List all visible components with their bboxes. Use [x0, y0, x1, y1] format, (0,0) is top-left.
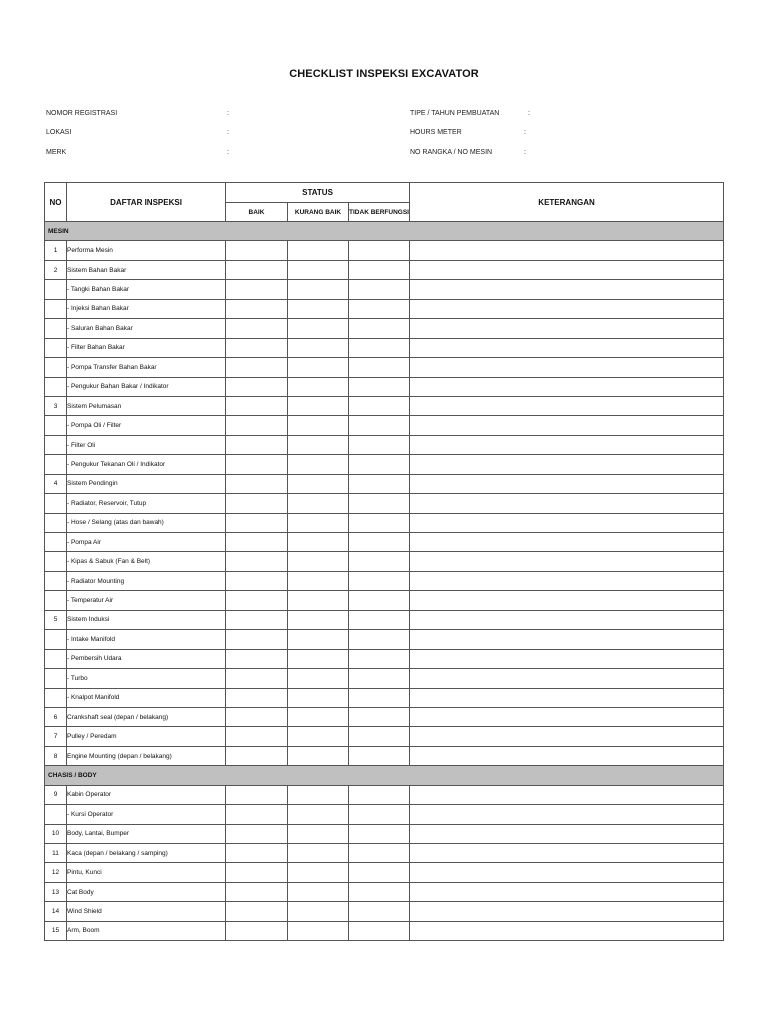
keterangan-cell[interactable]: [410, 805, 724, 824]
status-kurang-baik-cell[interactable]: [288, 902, 349, 921]
status-kurang-baik-cell[interactable]: [288, 494, 349, 513]
table-row: [45, 280, 724, 299]
row-number: 11: [45, 844, 67, 863]
table-row: [45, 902, 724, 921]
row-number: 9: [45, 785, 67, 804]
table-row: [45, 513, 724, 532]
keterangan-cell[interactable]: [410, 260, 724, 279]
status-baik-cell[interactable]: [226, 494, 288, 513]
status-kurang-baik-cell[interactable]: [288, 727, 349, 746]
inspection-item: - Kipas & Sabuk (Fan & Belt): [67, 552, 226, 571]
status-kurang-baik-cell[interactable]: [288, 299, 349, 318]
row-number: 15: [45, 921, 67, 940]
info-nomor-registrasi: [46, 110, 246, 120]
status-tidak-berfungsi-cell[interactable]: [349, 260, 410, 279]
status-tidak-berfungsi-cell[interactable]: [349, 494, 410, 513]
status-baik-cell[interactable]: [226, 241, 288, 260]
inspection-item: - Filter Oli: [67, 435, 226, 454]
status-tidak-berfungsi-cell[interactable]: [349, 416, 410, 435]
inspection-item: - Pengukur Bahan Bakar / Indikator: [67, 377, 226, 396]
keterangan-cell[interactable]: [410, 533, 724, 552]
status-baik-cell[interactable]: [226, 435, 288, 454]
keterangan-cell[interactable]: [410, 552, 724, 571]
row-number: [45, 455, 67, 474]
info-colon: :: [528, 110, 530, 117]
table-row: [45, 688, 724, 707]
status-tidak-berfungsi-cell[interactable]: [349, 552, 410, 571]
row-number: [45, 571, 67, 590]
status-tidak-berfungsi-cell[interactable]: [349, 338, 410, 357]
row-number: [45, 338, 67, 357]
keterangan-cell[interactable]: [410, 921, 724, 940]
inspection-item: Kabin Operator: [67, 785, 226, 804]
status-baik-cell[interactable]: [226, 358, 288, 377]
status-tidak-berfungsi-cell[interactable]: [349, 571, 410, 590]
table-row: [45, 669, 724, 688]
info-merk: [46, 149, 246, 159]
keterangan-cell[interactable]: [410, 494, 724, 513]
status-tidak-berfungsi-cell[interactable]: [349, 435, 410, 454]
table-row: [45, 358, 724, 377]
status-tidak-berfungsi-cell[interactable]: [349, 727, 410, 746]
status-baik-cell[interactable]: [226, 416, 288, 435]
status-kurang-baik-cell[interactable]: [288, 552, 349, 571]
status-kurang-baik-cell[interactable]: [288, 610, 349, 629]
status-kurang-baik-cell[interactable]: [288, 863, 349, 882]
table-row: [45, 649, 724, 668]
status-baik-cell[interactable]: [226, 513, 288, 532]
status-baik-cell[interactable]: [226, 707, 288, 726]
row-number: [45, 805, 67, 824]
table-row: [45, 338, 724, 357]
table-row: [45, 533, 724, 552]
info-lokasi: [46, 129, 246, 139]
status-baik-cell[interactable]: [226, 319, 288, 338]
row-number: [45, 513, 67, 532]
status-tidak-berfungsi-cell[interactable]: [349, 921, 410, 940]
status-tidak-berfungsi-cell[interactable]: [349, 610, 410, 629]
inspection-item: - Pengukur Tekanan Oli / Indikator: [67, 455, 226, 474]
status-kurang-baik-cell[interactable]: [288, 707, 349, 726]
status-tidak-berfungsi-cell[interactable]: [349, 882, 410, 901]
status-kurang-baik-cell[interactable]: [288, 338, 349, 357]
inspection-item: Crankshaft seal (depan / belakang): [67, 707, 226, 726]
table-row: [45, 435, 724, 454]
info-label: NOMOR REGISTRASI: [46, 110, 118, 117]
keterangan-cell[interactable]: [410, 844, 724, 863]
status-baik-cell[interactable]: [226, 396, 288, 415]
row-number: 12: [45, 863, 67, 882]
status-kurang-baik-cell[interactable]: [288, 844, 349, 863]
row-number: [45, 494, 67, 513]
status-tidak-berfungsi-cell[interactable]: [349, 591, 410, 610]
row-number: [45, 533, 67, 552]
status-tidak-berfungsi-cell[interactable]: [349, 474, 410, 493]
header-keterangan: KETERANGAN: [410, 183, 724, 222]
inspection-item: - Intake Manifold: [67, 630, 226, 649]
status-tidak-berfungsi-cell[interactable]: [349, 649, 410, 668]
inspection-item: Pintu, Kunci: [67, 863, 226, 882]
header-no: NO: [45, 183, 67, 222]
status-tidak-berfungsi-cell[interactable]: [349, 863, 410, 882]
keterangan-cell[interactable]: [410, 746, 724, 765]
inspection-item: - Saluran Bahan Bakar: [67, 319, 226, 338]
table-row: [45, 319, 724, 338]
table-row: [45, 552, 724, 571]
info-label: LOKASI: [46, 129, 72, 136]
table-row: [45, 591, 724, 610]
inspection-item: - Filter Bahan Bakar: [67, 338, 226, 357]
status-kurang-baik-cell[interactable]: [288, 746, 349, 765]
row-number: [45, 319, 67, 338]
section-title: CHASIS / BODY: [45, 766, 724, 785]
status-tidak-berfungsi-cell[interactable]: [349, 358, 410, 377]
status-kurang-baik-cell[interactable]: [288, 377, 349, 396]
header-tidak-berfungsi: TIDAK BERFUNGSI: [349, 203, 410, 222]
inspection-item: Sistem Bahan Bakar: [67, 260, 226, 279]
inspection-item: Pulley / Peredam: [67, 727, 226, 746]
status-kurang-baik-cell[interactable]: [288, 455, 349, 474]
keterangan-cell[interactable]: [410, 474, 724, 493]
keterangan-cell[interactable]: [410, 280, 724, 299]
info-colon: :: [227, 129, 229, 136]
status-baik-cell[interactable]: [226, 688, 288, 707]
status-tidak-berfungsi-cell[interactable]: [349, 299, 410, 318]
table-row: [45, 377, 724, 396]
inspection-item: - Knalpot Manifold: [67, 688, 226, 707]
table-row: [45, 241, 724, 260]
status-baik-cell[interactable]: [226, 727, 288, 746]
status-baik-cell[interactable]: [226, 863, 288, 882]
row-number: [45, 280, 67, 299]
table-row: [45, 707, 724, 726]
status-tidak-berfungsi-cell[interactable]: [349, 455, 410, 474]
status-baik-cell[interactable]: [226, 299, 288, 318]
section-title: MESIN: [45, 222, 724, 241]
header-baik: BAIK: [226, 203, 288, 222]
keterangan-cell[interactable]: [410, 630, 724, 649]
inspection-item: Sistem Induksi: [67, 610, 226, 629]
table-row: [45, 494, 724, 513]
table-row: [45, 260, 724, 279]
inspection-item: Sistem Pendingin: [67, 474, 226, 493]
row-number: 3: [45, 396, 67, 415]
inspection-item: - Kursi Operator: [67, 805, 226, 824]
status-baik-cell[interactable]: [226, 260, 288, 279]
status-tidak-berfungsi-cell[interactable]: [349, 319, 410, 338]
status-tidak-berfungsi-cell[interactable]: [349, 513, 410, 532]
status-kurang-baik-cell[interactable]: [288, 591, 349, 610]
inspection-item: Sistem Pelumasan: [67, 396, 226, 415]
status-baik-cell[interactable]: [226, 844, 288, 863]
inspection-table: [44, 182, 724, 941]
keterangan-cell[interactable]: [410, 610, 724, 629]
inspection-item: Body, Lantai, Bumper: [67, 824, 226, 843]
status-kurang-baik-cell[interactable]: [288, 513, 349, 532]
row-number: [45, 299, 67, 318]
keterangan-cell[interactable]: [410, 299, 724, 318]
inspection-item: Kaca (depan / belakang / samping): [67, 844, 226, 863]
header-kurang-baik: KURANG BAIK: [288, 203, 349, 222]
keterangan-cell[interactable]: [410, 571, 724, 590]
info-colon: :: [227, 149, 229, 156]
info-no-rangka: [410, 149, 550, 159]
row-number: [45, 377, 67, 396]
status-baik-cell[interactable]: [226, 669, 288, 688]
status-kurang-baik-cell[interactable]: [288, 241, 349, 260]
inspection-item: - Turbo: [67, 669, 226, 688]
status-tidak-berfungsi-cell[interactable]: [349, 824, 410, 843]
row-number: [45, 649, 67, 668]
info-tipe-tahun: [410, 110, 550, 120]
status-baik-cell[interactable]: [226, 533, 288, 552]
row-number: [45, 552, 67, 571]
row-number: 10: [45, 824, 67, 843]
status-kurang-baik-cell[interactable]: [288, 435, 349, 454]
row-number: [45, 669, 67, 688]
inspection-item: - Tangki Bahan Bakar: [67, 280, 226, 299]
table-row: [45, 455, 724, 474]
keterangan-cell[interactable]: [410, 863, 724, 882]
inspection-item: - Pompa Oli / Filter: [67, 416, 226, 435]
row-number: [45, 416, 67, 435]
status-baik-cell[interactable]: [226, 785, 288, 804]
row-number: 2: [45, 260, 67, 279]
status-kurang-baik-cell[interactable]: [288, 824, 349, 843]
row-number: [45, 630, 67, 649]
status-kurang-baik-cell[interactable]: [288, 882, 349, 901]
table-row: [45, 785, 724, 804]
status-baik-cell[interactable]: [226, 455, 288, 474]
status-baik-cell[interactable]: [226, 882, 288, 901]
table-row: [45, 299, 724, 318]
status-tidak-berfungsi-cell[interactable]: [349, 396, 410, 415]
status-baik-cell[interactable]: [226, 746, 288, 765]
info-colon: :: [524, 129, 526, 136]
keterangan-cell[interactable]: [410, 649, 724, 668]
status-baik-cell[interactable]: [226, 591, 288, 610]
status-tidak-berfungsi-cell[interactable]: [349, 785, 410, 804]
inspection-item: Wind Shield: [67, 902, 226, 921]
header-daftar-inspeksi: DAFTAR INSPEKSI: [67, 183, 226, 222]
status-kurang-baik-cell[interactable]: [288, 396, 349, 415]
inspection-item: Arm, Boom: [67, 921, 226, 940]
inspection-item: - Pompa Transfer Bahan Bakar: [67, 358, 226, 377]
table-row: [45, 630, 724, 649]
status-tidak-berfungsi-cell[interactable]: [349, 377, 410, 396]
inspection-item: - Hose / Selang (atas dan bawah): [67, 513, 226, 532]
status-baik-cell[interactable]: [226, 630, 288, 649]
section-header-row: [45, 222, 724, 241]
status-baik-cell[interactable]: [226, 805, 288, 824]
info-label: HOURS METER: [410, 129, 462, 136]
status-kurang-baik-cell[interactable]: [288, 416, 349, 435]
keterangan-cell[interactable]: [410, 785, 724, 804]
section-header-row: [45, 766, 724, 785]
status-baik-cell[interactable]: [226, 338, 288, 357]
inspection-item: Performa Mesin: [67, 241, 226, 260]
status-baik-cell[interactable]: [226, 474, 288, 493]
keterangan-cell[interactable]: [410, 591, 724, 610]
header-status: STATUS: [226, 183, 410, 203]
table-row: [45, 824, 724, 843]
keterangan-cell[interactable]: [410, 241, 724, 260]
status-baik-cell[interactable]: [226, 377, 288, 396]
keterangan-cell[interactable]: [410, 882, 724, 901]
status-tidak-berfungsi-cell[interactable]: [349, 707, 410, 726]
status-tidak-berfungsi-cell[interactable]: [349, 669, 410, 688]
table-row: [45, 882, 724, 901]
info-label: NO RANGKA / NO MESIN: [410, 149, 493, 156]
row-number: [45, 435, 67, 454]
status-kurang-baik-cell[interactable]: [288, 533, 349, 552]
info-colon: :: [524, 149, 526, 156]
keterangan-cell[interactable]: [410, 824, 724, 843]
row-number: 7: [45, 727, 67, 746]
inspection-item: - Radiator, Reservoir, Tutup: [67, 494, 226, 513]
status-tidak-berfungsi-cell[interactable]: [349, 533, 410, 552]
status-kurang-baik-cell[interactable]: [288, 630, 349, 649]
status-baik-cell[interactable]: [226, 921, 288, 940]
row-number: 13: [45, 882, 67, 901]
status-kurang-baik-cell[interactable]: [288, 571, 349, 590]
keterangan-cell[interactable]: [410, 513, 724, 532]
status-baik-cell[interactable]: [226, 649, 288, 668]
status-baik-cell[interactable]: [226, 902, 288, 921]
keterangan-cell[interactable]: [410, 435, 724, 454]
document-title: CHECKLIST INSPEKSI EXCAVATOR: [289, 68, 479, 80]
inspection-item: - Pembersih Udara: [67, 649, 226, 668]
keterangan-cell[interactable]: [410, 396, 724, 415]
status-tidak-berfungsi-cell[interactable]: [349, 688, 410, 707]
table-row: [45, 863, 724, 882]
inspection-item: Engine Mounting (depan / belakang): [67, 746, 226, 765]
keterangan-cell[interactable]: [410, 377, 724, 396]
inspection-item: - Temperatur Air: [67, 591, 226, 610]
status-kurang-baik-cell[interactable]: [288, 319, 349, 338]
status-kurang-baik-cell[interactable]: [288, 260, 349, 279]
status-kurang-baik-cell[interactable]: [288, 921, 349, 940]
status-kurang-baik-cell[interactable]: [288, 785, 349, 804]
keterangan-cell[interactable]: [410, 338, 724, 357]
status-kurang-baik-cell[interactable]: [288, 669, 349, 688]
status-baik-cell[interactable]: [226, 552, 288, 571]
keterangan-cell[interactable]: [410, 707, 724, 726]
inspection-item: Cat Body: [67, 882, 226, 901]
status-baik-cell[interactable]: [226, 280, 288, 299]
status-kurang-baik-cell[interactable]: [288, 280, 349, 299]
keterangan-cell[interactable]: [410, 669, 724, 688]
status-baik-cell[interactable]: [226, 571, 288, 590]
status-baik-cell[interactable]: [226, 610, 288, 629]
table-row: [45, 805, 724, 824]
table-row: [45, 746, 724, 765]
status-kurang-baik-cell[interactable]: [288, 358, 349, 377]
keterangan-cell[interactable]: [410, 902, 724, 921]
status-tidak-berfungsi-cell[interactable]: [349, 844, 410, 863]
status-baik-cell[interactable]: [226, 824, 288, 843]
status-kurang-baik-cell[interactable]: [288, 474, 349, 493]
row-number: 14: [45, 902, 67, 921]
row-number: [45, 591, 67, 610]
row-number: [45, 358, 67, 377]
status-kurang-baik-cell[interactable]: [288, 805, 349, 824]
status-tidak-berfungsi-cell[interactable]: [349, 805, 410, 824]
row-number: 8: [45, 746, 67, 765]
inspection-item: - Pompa Air: [67, 533, 226, 552]
keterangan-cell[interactable]: [410, 688, 724, 707]
status-tidak-berfungsi-cell[interactable]: [349, 746, 410, 765]
table-row: [45, 921, 724, 940]
info-hours-meter: [410, 129, 550, 139]
row-number: 4: [45, 474, 67, 493]
table-row: [45, 844, 724, 863]
row-number: 1: [45, 241, 67, 260]
table-row: [45, 571, 724, 590]
info-label: MERK: [46, 149, 67, 156]
inspection-item: - Injeksi Bahan Bakar: [67, 299, 226, 318]
keterangan-cell[interactable]: [410, 455, 724, 474]
keterangan-cell[interactable]: [410, 416, 724, 435]
row-number: [45, 688, 67, 707]
table-row: [45, 474, 724, 493]
row-number: 6: [45, 707, 67, 726]
table-row: [45, 416, 724, 435]
status-kurang-baik-cell[interactable]: [288, 688, 349, 707]
status-tidak-berfungsi-cell[interactable]: [349, 241, 410, 260]
table-row: [45, 396, 724, 415]
table-row: [45, 610, 724, 629]
keterangan-cell[interactable]: [410, 319, 724, 338]
inspection-item: - Radiator Mounting: [67, 571, 226, 590]
info-label: TIPE / TAHUN PEMBUATAN: [410, 110, 500, 117]
keterangan-cell[interactable]: [410, 727, 724, 746]
info-colon: :: [227, 110, 229, 117]
status-tidak-berfungsi-cell[interactable]: [349, 280, 410, 299]
table-row: [45, 727, 724, 746]
status-tidak-berfungsi-cell[interactable]: [349, 630, 410, 649]
status-kurang-baik-cell[interactable]: [288, 649, 349, 668]
keterangan-cell[interactable]: [410, 358, 724, 377]
row-number: 5: [45, 610, 67, 629]
status-tidak-berfungsi-cell[interactable]: [349, 902, 410, 921]
